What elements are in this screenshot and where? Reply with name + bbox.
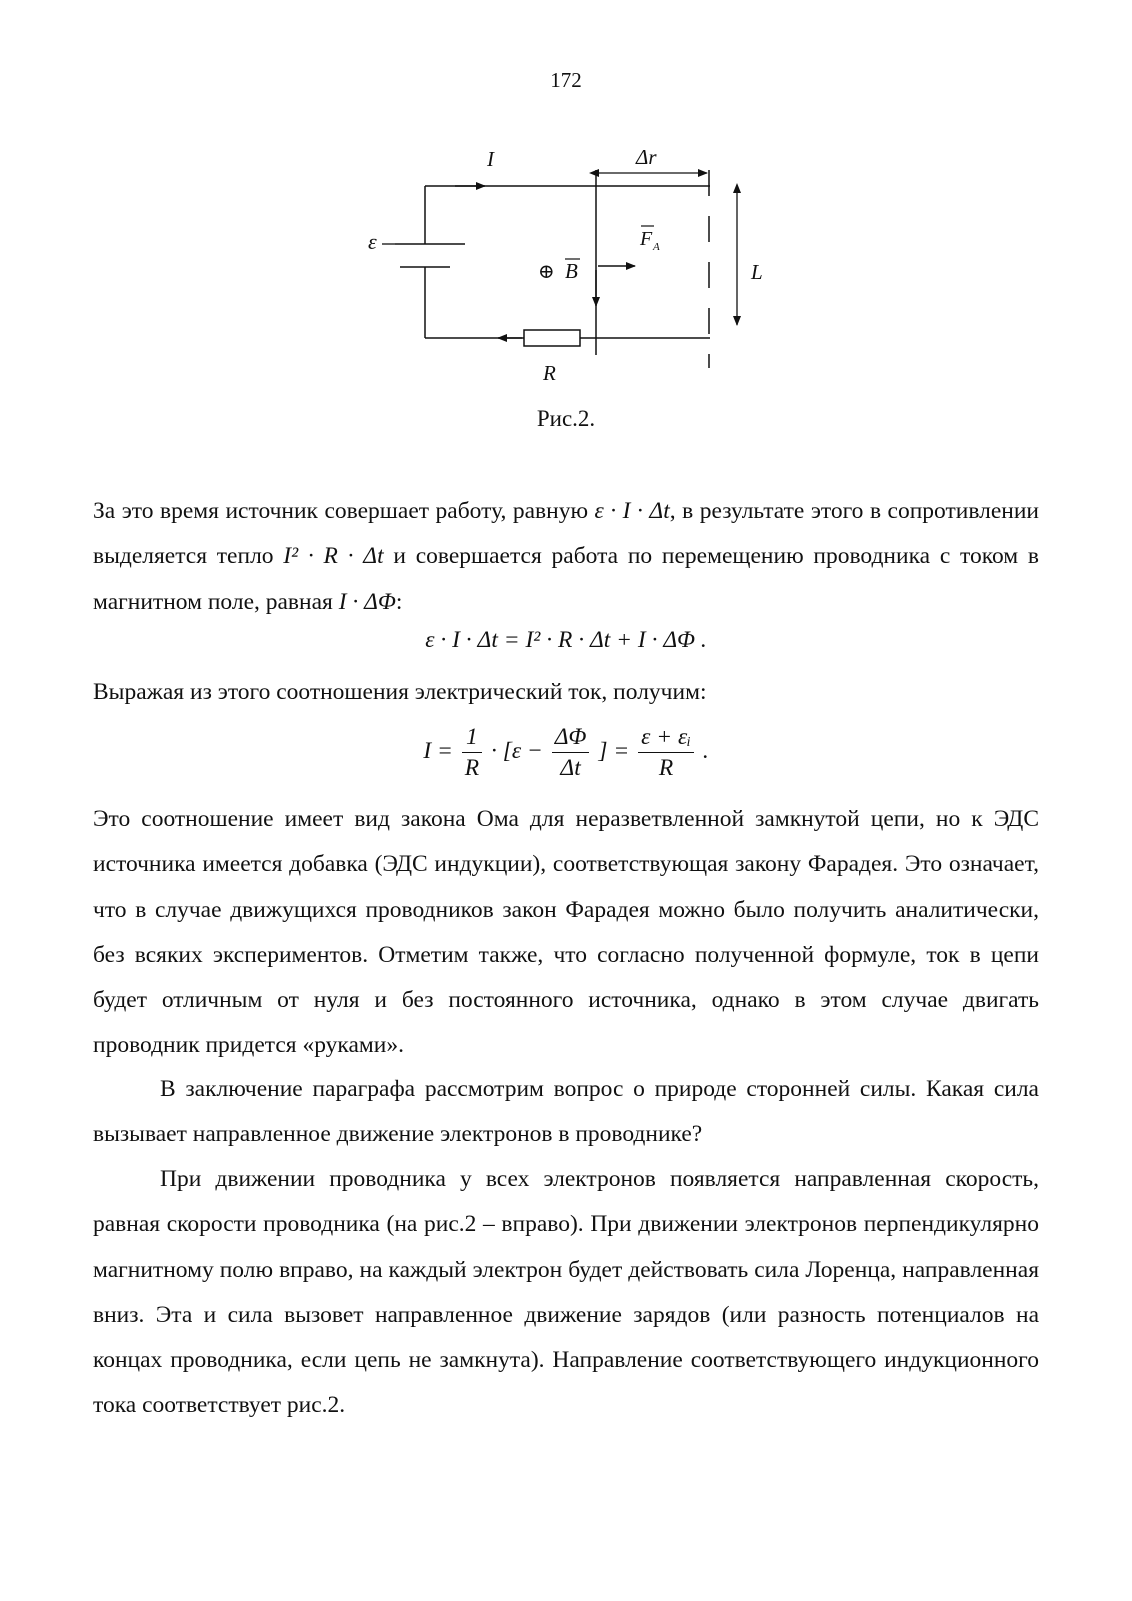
label-resistor: R	[543, 361, 556, 385]
paragraph-conclusion: В заключение параграфа рассмотрим вопрос о природе сторонней силы. Какая сила вызывает направленное движение электронов в проводнике?	[93, 1076, 1039, 1148]
math-flux-work: I · ΔΦ	[338, 588, 396, 615]
paragraph-work: За это время источник совершает работу, равную ε · I · Δt, в результате этого в сопротивлении выделяется тепло I² · R · Δt и совершается работа по перемещению проводника с током в магнитном поле, равная I · ΔΦ:	[93, 498, 1040, 615]
label-force: F	[640, 228, 653, 250]
page-number: 172	[550, 68, 582, 92]
fraction-emf-sum: $\frac{\text{ε + εᵢ}}{R}$	[638, 722, 694, 783]
equation-energy: ε · I · Δt = I² · R · Δt + I · ΔΦ .	[425, 627, 707, 653]
equation-current: I = $\frac{1}{R}$ · [ε − $\frac{\Delta\Phi}{\Delta t}$ ] = $\frac{\text{ε + εᵢ}}{R}$ .	[423, 724, 709, 781]
math-heat: I² · R · Δt	[283, 543, 384, 570]
circuit-diagram	[360, 140, 800, 400]
paragraph-express: Выражая из этого соотношения электрический ток, получим:	[93, 679, 707, 705]
label-length: L	[751, 260, 763, 284]
label-emf: ε	[368, 229, 377, 254]
label-current: I	[487, 147, 494, 171]
math-work: ε · I · Δt	[594, 498, 670, 524]
label-field: B	[565, 259, 578, 283]
resistor	[524, 330, 580, 346]
paragraph-lorentz: При движении проводника у всех электронов появляется направленная скорость, равная скорости проводника (на рис.2 – вправо). При движении электронов перпендикулярно магнитному полю вправо, на каждый электрон будет действовать сила Лоренца, направленная вниз. Эта и сила вызовет направленное движение зарядов (или разность потенциалов на концах проводника, если цепь не замкнута). Направление соответствующего индукционного тока соответствует рис.2.	[93, 1166, 1039, 1419]
label-force-sub: A	[653, 241, 660, 253]
fraction-dphi-dt: $\frac{\Delta\Phi}{\Delta t}$	[552, 722, 590, 783]
fraction-1-over-r: $\frac{1}{R}$	[462, 722, 482, 783]
label-dr: Δr	[636, 145, 657, 169]
label-field-symbol: ⊕	[538, 261, 555, 283]
figure-caption: Рис.2.	[536, 406, 596, 431]
paragraph-ohm: Это соотношение имеет вид закона Ома для неразветвленной замкнутой цепи, но к ЭДС источника имеется добавка (ЭДС индукции), соответствующая закону Фарадея. Это означает, что в случае движущихся проводников закон Фарадея можно было получить аналитически, без всяких экспериментов. Отметим также, что согласно полученной формуле, ток в цепи будет отличным от нуля и без постоянного источника, однако в этом случае двигать проводник придется «руками».	[93, 806, 1039, 1059]
circuit-figure	[360, 140, 800, 400]
